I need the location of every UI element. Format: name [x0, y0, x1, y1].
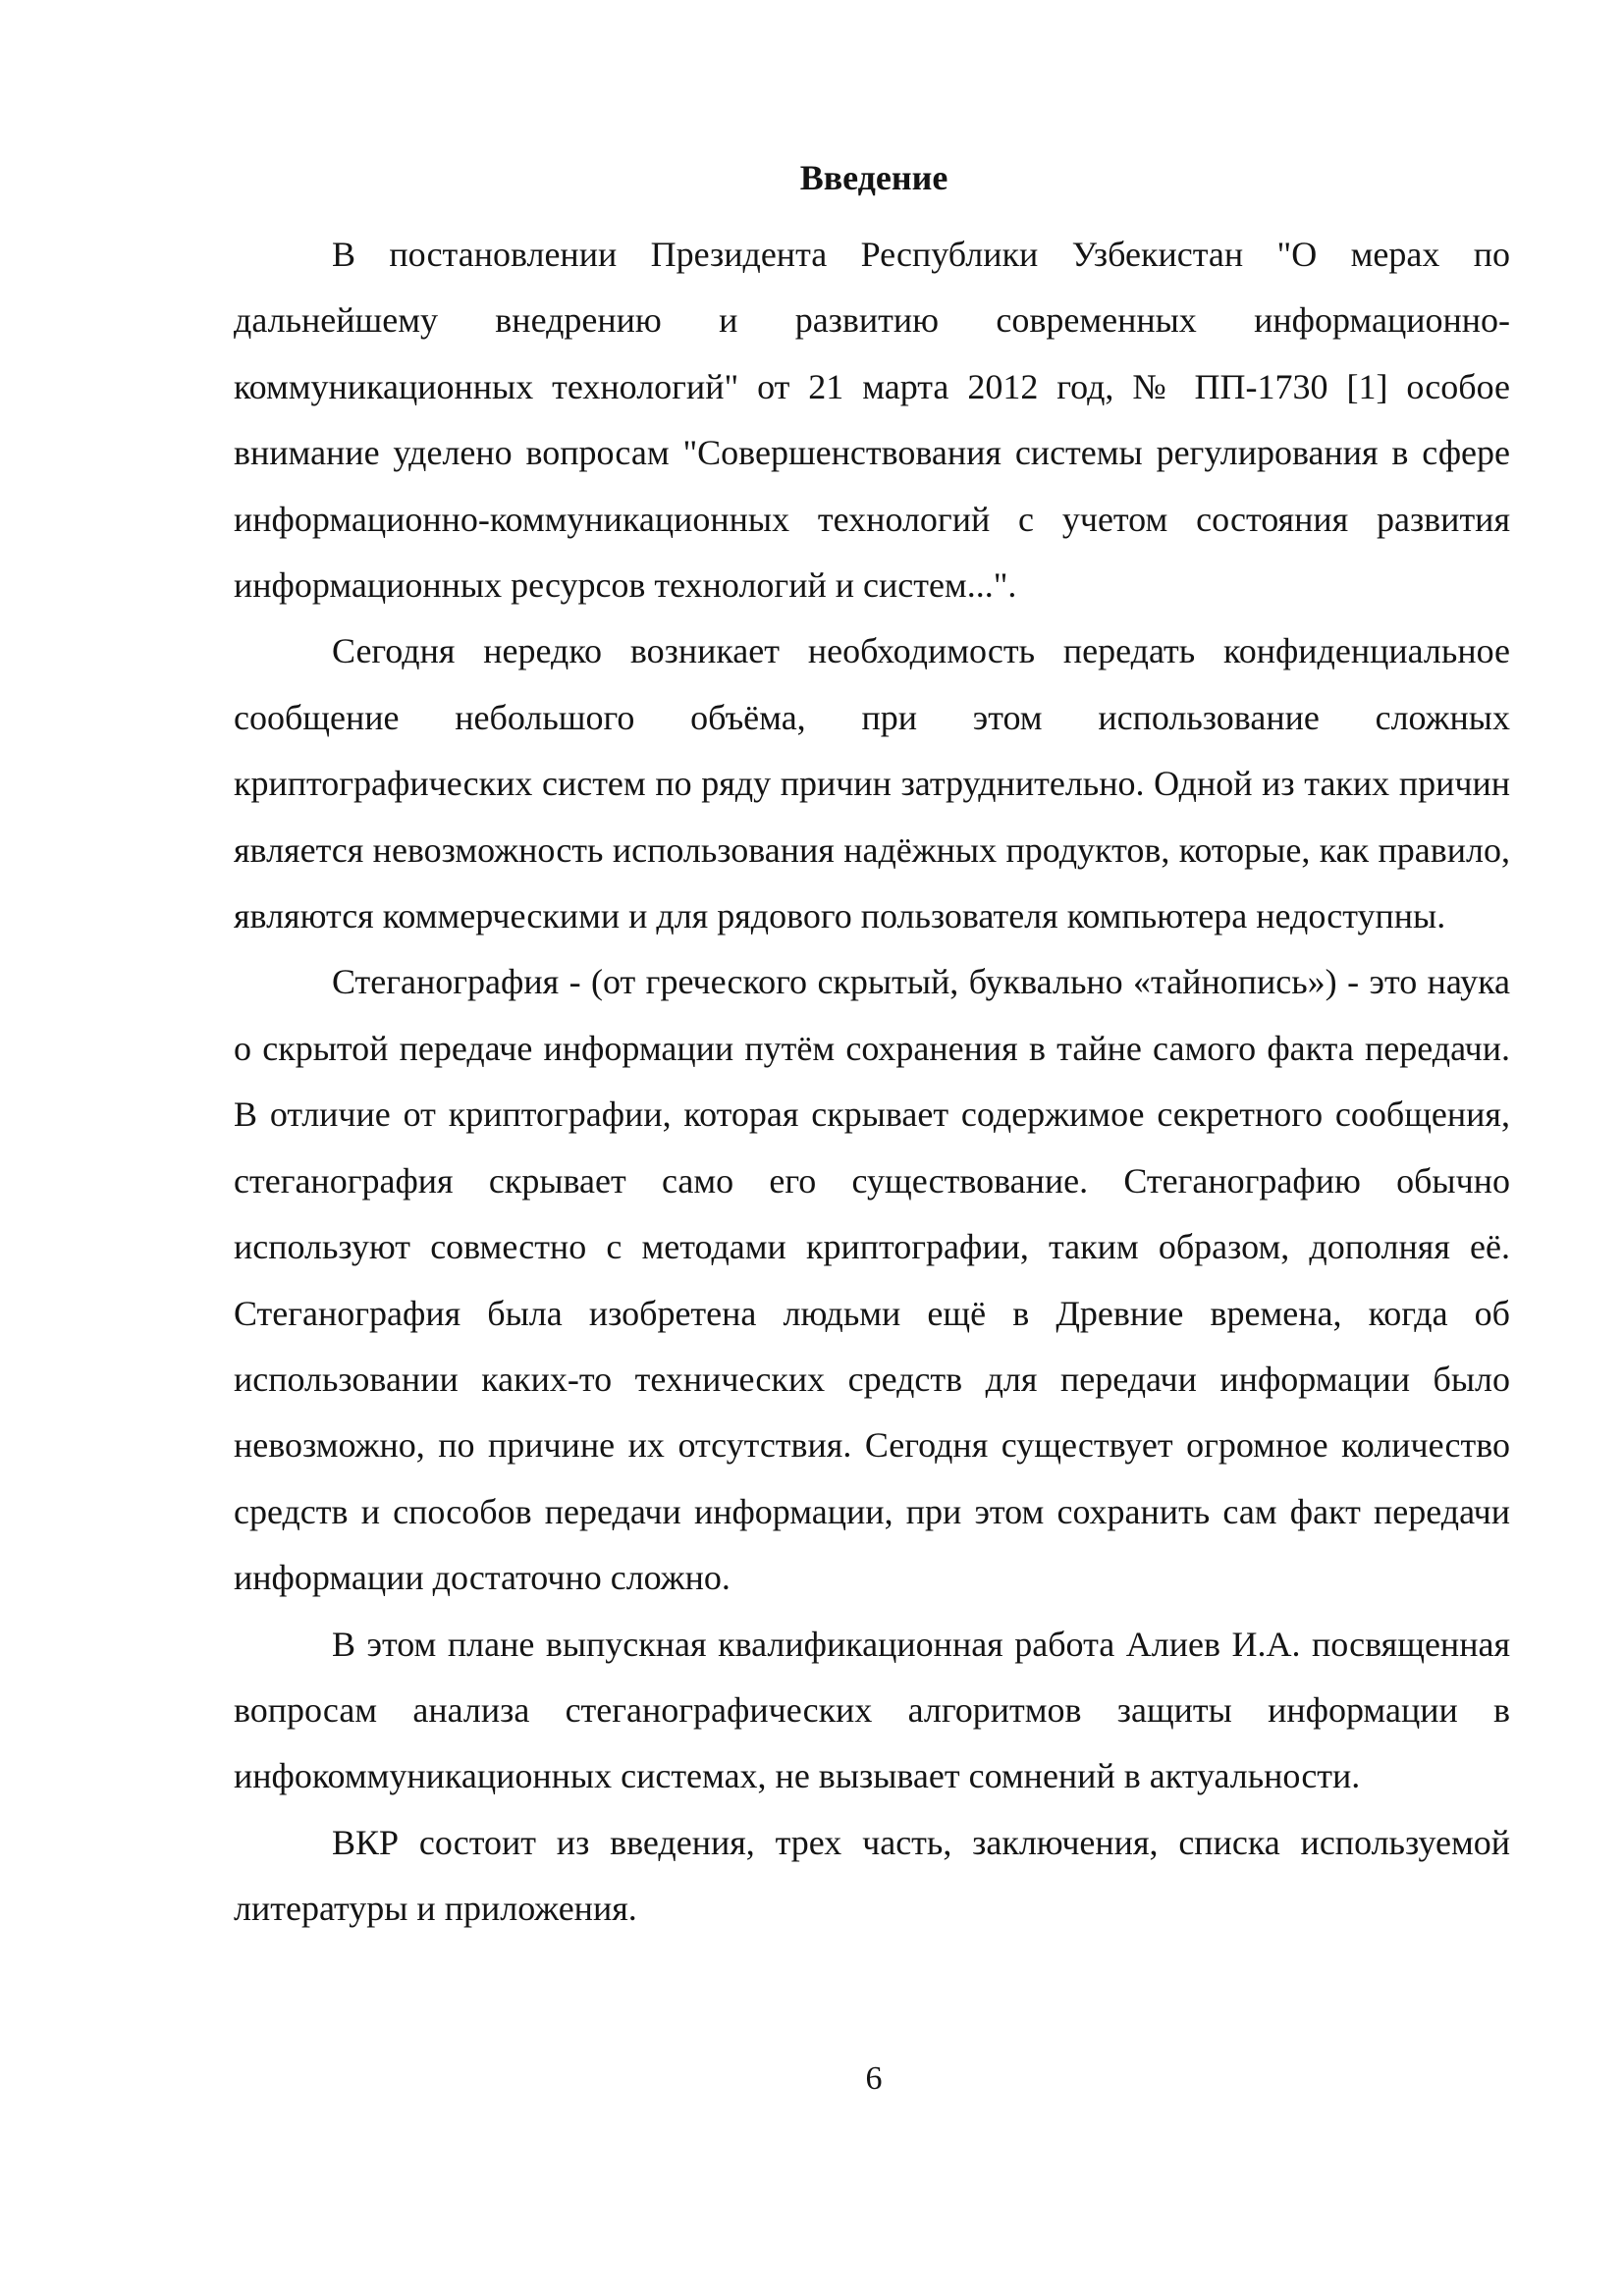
body-text	[234, 222, 1510, 1943]
paragraph-thesis-structure: ВКР состоит из введения, трех часть, заключения, списка используемой литературы и приложения.	[234, 1822, 1510, 1929]
paragraph-confidential-message: Сегодня нередко возникает необходимость передать конфиденциальное сообщение небольшого объёма, при этом использование сложных криптографических систем по ряду причин затруднительно. Одной из таких причин является невозможность использования надёжных продуктов, которые, как правило, являются коммерческими и для рядового пользователя компьютера недоступны.	[234, 631, 1510, 936]
paragraph-decree: В постановлении Президента Республики Узбекистан "О мерах по дальнейшему внедрению и развитию современных информационно-коммуникационных технологий" от 21 марта 2012 год, № ПП-1730 [1] особое внимание уделено вопросам "Совершенствования системы регулирования в сфере информационно-коммуникационных технологий с учетом состояния развития информационных ресурсов технологий и систем...".	[234, 235, 1510, 606]
section-title: Введение	[799, 158, 948, 197]
paragraph-thesis-relevance: В этом плане выпускная квалификационная работа Алиев И.А. посвященная вопросам анализа стеганографических алгоритмов защиты информации в инфокоммуникационных системах, не вызывает сомнений в актуальности.	[234, 1624, 1510, 1796]
page-number: 6	[865, 2060, 883, 2097]
paragraph-steganography-definition: Стеганография - (от греческого скрытый, буквально «тайнопись») - это наука о скрытой передаче информации путём сохранения в тайне самого факта передачи. В отличие от криптографии, которая скрывает содержимое секретного сообщения, стеганография скрывает само его существование. Стеганографию обычно используют совместно с методами криптографии, таким образом, дополняя её. Стеганография была изобретена людьми ещё в Древние времена, когда об использовании каких-то технических средств для передачи информации было невозможно, по причине их отсутствия. Сегодня существует огромное количество средств и способов передачи информации, при этом сохранить сам факт передачи информации достаточно сложно.	[234, 962, 1510, 1598]
